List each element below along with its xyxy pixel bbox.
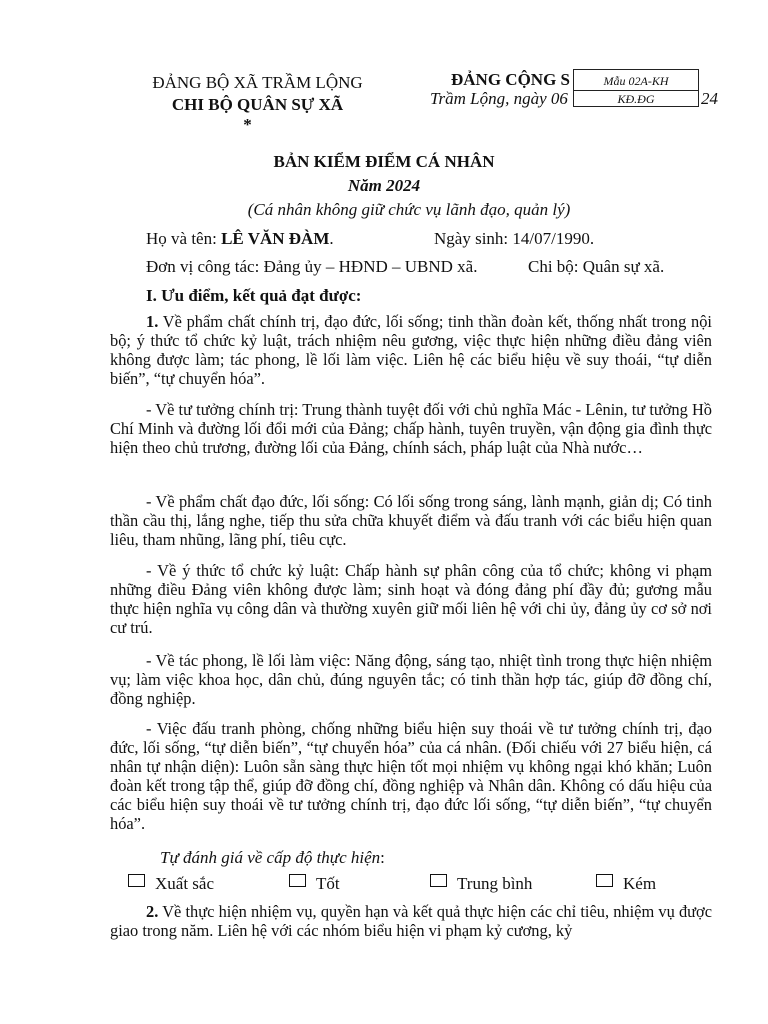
name-label: Họ và tên: [146, 229, 222, 248]
paragraph-1-number: 1. [146, 312, 159, 331]
date-of-birth: Ngày sinh: 14/07/1990. [434, 229, 595, 248]
form-code-line2: KĐ.ĐG [574, 90, 698, 106]
paragraph-2-number: 2. [146, 902, 159, 921]
option-average-label: Trung bình [457, 874, 533, 893]
header-left [120, 72, 395, 136]
option-excellent[interactable] [128, 874, 214, 894]
option-good-label: Tốt [316, 874, 340, 893]
self-evaluation-text: Tự đánh giá về cấp độ thực hiện [160, 848, 381, 867]
paragraph-2 [110, 902, 712, 940]
name-line [146, 229, 334, 249]
form-code-line1: Mẫu 02A-KH [603, 74, 669, 88]
date-year-tail: 24 [701, 89, 718, 108]
paragraph-work-style: - Về tác phong, lề lối làm việc: Năng động, sáng tạo, nhiệt tình trong thực hiện nhiệm vụ; làm việc khoa học, dân chủ, đúng nguyên tắc; có tinh thần hợp tác, giúp đỡ đồng chí, đồng nghiệp. [110, 651, 712, 708]
person-name: LÊ VĂN ĐÀM [221, 229, 330, 248]
option-poor-label: Kém [623, 874, 657, 893]
option-average[interactable] [430, 874, 532, 894]
name-end: . [329, 229, 334, 248]
date-line: Trầm Lộng, ngày 06 [430, 89, 568, 108]
checkbox-icon[interactable] [596, 874, 613, 887]
option-excellent-label: Xuất sắc [155, 874, 215, 893]
party-cell-line: Chi bộ: Quân sự xã. [528, 257, 665, 276]
party-org: ĐẢNG BỘ XÃ TRẦM LỘNG [152, 73, 363, 92]
checkbox-icon[interactable] [430, 874, 447, 887]
form-code-box [573, 69, 699, 107]
document-year: Năm 2024 [347, 176, 421, 195]
paragraph-2-text: Về thực hiện nhiệm vụ, quyền hạn và kết quả thực hiện các chỉ tiêu, nhiệm vụ được giao trong năm. Liên hệ với các nhóm biểu hiện vi phạm kỷ cương, kỷ [110, 902, 712, 940]
paragraph-anti-degradation: - Việc đấu tranh phòng, chống những biểu hiện suy thoái về tư tưởng chính trị, đạo đức, lối sống, “tự diễn biến”, “tự chuyển hóa” của cá nhân. (Đối chiếu với 27 biểu hiện, cá nhân tự nhận diện): Luôn sẵn sàng thực hiện tốt mọi nhiệm vụ không ngại khó khăn; Luôn đoàn kết trong tập thể, giúp đỡ đồng chí, đồng nghiệp và Nhân dân. Không có dấu hiệu của các biểu hiện suy thoái về tư tưởng chính trị, đạo đức lối sống, “tự diễn biến”, “tự chuyển hóa”. [110, 719, 712, 833]
document-subtitle: (Cá nhân không giữ chức vụ lãnh đạo, quản lý) [247, 200, 571, 219]
section-heading: I. Ưu điểm, kết quả đạt được: [146, 286, 362, 305]
paragraph-1-text: Về phẩm chất chính trị, đạo đức, lối sống; tinh thần đoàn kết, thống nhất trong nội bộ; ý thức tổ chức kỷ luật, trách nhiệm nêu gương, việc thực hiện những điều đảng viên không được làm; tác phong, lề lối làm việc. Liên hệ các biểu hiệu về suy thoái, “tự diễn biến”, “tự chuyển hóa”. [110, 312, 712, 388]
option-good[interactable] [289, 874, 340, 894]
header-star: * [243, 115, 252, 134]
option-poor[interactable] [596, 874, 656, 894]
checkbox-icon[interactable] [128, 874, 145, 887]
self-evaluation-colon: : [380, 848, 385, 867]
checkbox-icon[interactable] [289, 874, 306, 887]
party-cell: CHI BỘ QUÂN SỰ XÃ [171, 95, 344, 114]
paragraph-political: - Về tư tưởng chính trị: Trung thành tuyệt đối với chủ nghĩa Mác - Lênin, tư tưởng Hồ Chí Minh và đường lối đổi mới của Đảng; chấp hành, tuyên truyền, vận động gia đình thực hiện theo chủ trương, đường lối của Đảng, chính sách, pháp luật của Nhà nước… [110, 400, 712, 457]
work-unit: Đơn vị công tác: Đảng ủy – HĐND – UBND xã. [146, 257, 478, 276]
paragraph-1 [110, 312, 712, 388]
party-name: ĐẢNG CỘNG S [451, 70, 571, 89]
self-evaluation-label [160, 848, 385, 868]
document-title: BẢN KIỂM ĐIỂM CÁ NHÂN [273, 152, 495, 171]
paragraph-discipline: - Về ý thức tổ chức kỷ luật: Chấp hành sự phân công của tổ chức; không vi phạm những điều Đảng viên không được làm; sinh hoạt và đóng đảng phí đầy đủ; gương mẫu thực hiện nghĩa vụ công dân và thường xuyên giữ mối liên hệ với chi ủy, đảng ủy cơ sở nơi cư trú. [110, 561, 712, 637]
paragraph-ethics: - Về phẩm chất đạo đức, lối sống: Có lối sống trong sáng, lành mạnh, giản dị; Có tinh thần cầu thị, lắng nghe, tiếp thu sửa chữa khuyết điểm và đấu tranh với các biểu hiện quan liêu, tham nhũng, lãng phí, tiêu cực. [110, 492, 712, 549]
